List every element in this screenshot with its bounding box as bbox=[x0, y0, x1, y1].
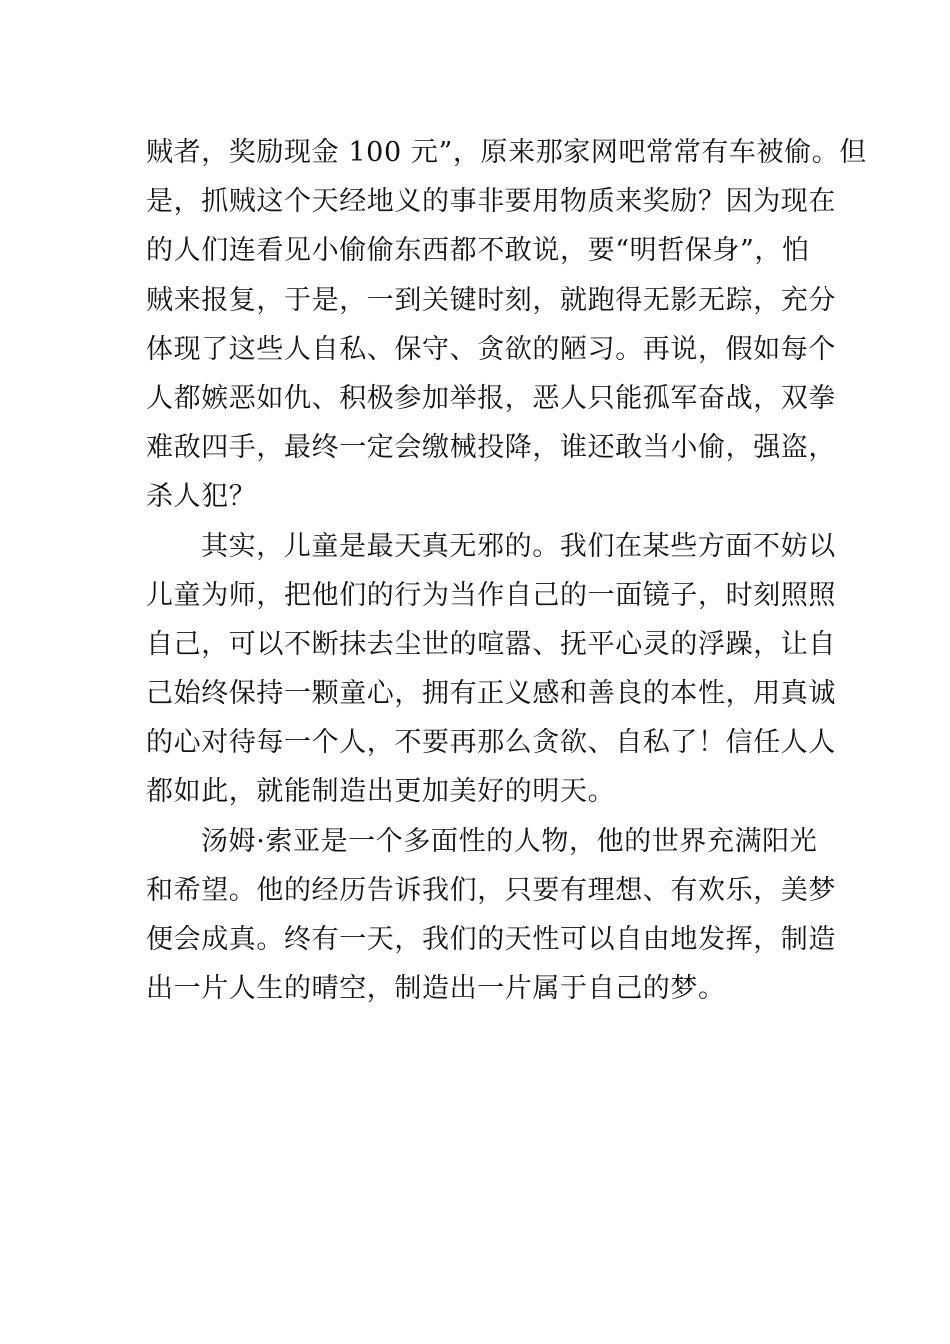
paragraph-line: 的心对待每一个人，不要再那么贪欲、自私了！信任人人 bbox=[146, 727, 836, 759]
paragraph-line: 的人们连看见小偷偷东西都不敢说，要“明哲保身”，怕 bbox=[146, 235, 810, 267]
paragraph-2 bbox=[146, 522, 836, 817]
paragraph-line: 难敌四手，最终一定会缴械投降，谁还敢当小偷，强盗， bbox=[146, 432, 836, 464]
paragraph-line: 人都嫉恶如仇、积极参加举报，恶人只能孤军奋战，双拳 bbox=[146, 382, 836, 414]
paragraph-line: 其实，儿童是最天真无邪的。我们在某些方面不妨以 bbox=[201, 530, 836, 562]
paragraph-line: 自己，可以不断抹去尘世的喧嚣、抚平心灵的浮躁，让自 bbox=[146, 628, 836, 660]
paragraph-line: 是，抓贼这个天经地义的事非要用物质来奖励？因为现在 bbox=[146, 186, 836, 218]
paragraph-line: 体现了这些人自私、保守、贪欲的陋习。再说，假如每个 bbox=[146, 333, 836, 365]
body-text bbox=[146, 128, 867, 1013]
paragraph-1 bbox=[146, 128, 867, 522]
paragraph-line: 杀人犯？ bbox=[146, 481, 257, 513]
paragraph-line: 都如此，就能制造出更加美好的明天。 bbox=[146, 776, 616, 808]
paragraph-line: 儿童为师，把他们的行为当作自己的一面镜子，时刻照照 bbox=[146, 579, 836, 611]
paragraph-line: 己始终保持一颗童心，拥有正义感和善良的本性，用真诚 bbox=[146, 678, 836, 710]
paragraph-line: 贼来报复，于是，一到关键时刻，就跑得无影无踪，充分 bbox=[146, 284, 836, 316]
paragraph-3 bbox=[146, 817, 836, 1014]
paragraph-line: 出一片人生的晴空，制造出一片属于自己的梦。 bbox=[146, 973, 726, 1005]
paragraph-line: 和希望。他的经历告诉我们，只要有理想、有欢乐，美梦 bbox=[146, 874, 836, 906]
paragraph-line: 便会成真。终有一天，我们的天性可以自由地发挥，制造 bbox=[146, 924, 836, 955]
paragraph-line: 贼者，奖励现金 100 元”，原来那家网吧常常有车被偷。但 bbox=[146, 137, 867, 168]
paragraph-line: 汤姆·索亚是一个多面性的人物，他的世界充满阳光 bbox=[201, 825, 818, 857]
